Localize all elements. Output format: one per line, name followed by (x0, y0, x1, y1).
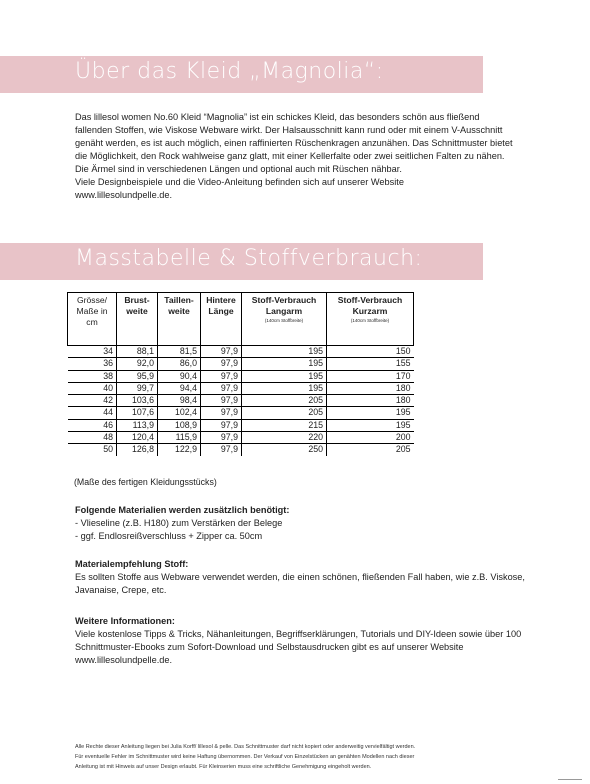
cell-size: 46 (68, 419, 117, 431)
info-text: Viele kostenlose Tipps & Tricks, Nähanleitungen, Begriffserklärungen, Tutorials und DIY-Ideen sowie über 100 Schnittmuster-Ebooks zum Sofort-Download und Selbstausdrucken gibt es auf unserer Website www.lillesolundpelle.de. (75, 629, 522, 665)
table-row (68, 419, 414, 431)
info-heading: Weitere Informationen: (75, 616, 175, 626)
cell-back-length: 97,9 (201, 432, 242, 444)
materials-item: - Vlieseline (z.B. H180) zum Verstärken der Belege (75, 518, 283, 528)
cell-back-length: 97,9 (201, 419, 242, 431)
cell-fabric-short: 170 (327, 370, 414, 382)
cell-back-length: 97,9 (201, 444, 242, 456)
cell-size: 34 (68, 346, 117, 358)
table-row (68, 346, 414, 358)
cell-size: 36 (68, 358, 117, 370)
cell-waist: 122,9 (158, 444, 201, 456)
table-header-row (68, 293, 414, 346)
header-back-length: Hintere Länge (201, 293, 242, 346)
cell-waist: 102,4 (158, 407, 201, 419)
cell-fabric-long: 205 (242, 407, 327, 419)
cell-fabric-long: 250 (242, 444, 327, 456)
header-bust: Brust-weite (117, 293, 158, 346)
cell-waist: 81,5 (158, 346, 201, 358)
size-table (67, 292, 414, 456)
header-size: Grösse/ Maße in cm (68, 293, 117, 346)
cell-back-length: 97,9 (201, 370, 242, 382)
cell-waist: 108,9 (158, 419, 201, 431)
table-row (68, 407, 414, 419)
cell-fabric-short: 195 (327, 407, 414, 419)
cell-bust: 113,9 (117, 419, 158, 431)
cell-fabric-long: 195 (242, 370, 327, 382)
intro-text (75, 111, 515, 202)
page-corner-mark (558, 779, 582, 783)
table-row (68, 444, 414, 456)
header-fabric-long-label: Stoff-Verbrauch Langarm (251, 295, 317, 316)
cell-fabric-short: 205 (327, 444, 414, 456)
cell-back-length: 97,9 (201, 382, 242, 394)
cell-fabric-short: 195 (327, 419, 414, 431)
cell-size: 38 (68, 370, 117, 382)
section-title-sizes: Masstabelle & Stoffverbrauch: (75, 246, 423, 271)
materials-item: - ggf. Endlosreißverschluss + Zipper ca. 50cm (75, 531, 263, 541)
cell-fabric-long: 195 (242, 346, 327, 358)
footer-line: Anleitung ist mit Hinweis auf unser Design erlaubt. Für Kleinserien muss eine schriftliche Genehmigung eingeholt werden. (75, 764, 372, 770)
header-fabric-short-note: (140cm Stoffbreite) (350, 318, 390, 323)
header-fabric-short-label: Stoff-Verbrauch Kurzarm (337, 295, 403, 316)
copyright-footer (75, 742, 555, 772)
cell-bust: 126,8 (117, 444, 158, 456)
cell-size: 44 (68, 407, 117, 419)
cell-bust: 92,0 (117, 358, 158, 370)
header-waist: Taillen-weite (158, 293, 201, 346)
section-banner-sizes (0, 243, 483, 280)
header-fabric-long-note: (140cm Stoffbreite) (264, 318, 304, 323)
info-section (75, 615, 545, 667)
header-fabric-short (327, 293, 414, 346)
table-row (68, 432, 414, 444)
materials-section (75, 504, 545, 543)
cell-back-length: 97,9 (201, 358, 242, 370)
table-row (68, 358, 414, 370)
intro-paragraph: Viele Designbeispiele und die Video-Anleitung befinden sich auf unserer Website (75, 177, 404, 187)
cell-bust: 88,1 (117, 346, 158, 358)
cell-fabric-long: 220 (242, 432, 327, 444)
cell-back-length: 97,9 (201, 407, 242, 419)
footer-line: Alle Rechte dieser Anleitung liegen bei Julia Korff/ lillesol & pelle. Das Schnittmuster darf nicht kopiert oder anderweitig vervielfältigt werden. (75, 744, 416, 750)
section-title-dress: Über das Kleid „Magnolia“: (75, 59, 384, 84)
cell-fabric-long: 195 (242, 358, 327, 370)
cell-back-length: 97,9 (201, 395, 242, 407)
cell-fabric-short: 155 (327, 358, 414, 370)
cell-size: 50 (68, 444, 117, 456)
cell-back-length: 97,9 (201, 346, 242, 358)
cell-bust: 120,4 (117, 432, 158, 444)
materials-heading: Folgende Materialien werden zusätzlich benötigt: (75, 505, 290, 515)
table-row (68, 395, 414, 407)
cell-bust: 107,6 (117, 407, 158, 419)
cell-fabric-short: 180 (327, 382, 414, 394)
footer-line: Für eventuelle Fehler im Schnittmuster wird keine Haftung übernommen. Der Verkauf von Einzelstücken an genähten Modellen nach dieser (75, 754, 415, 760)
cell-size: 40 (68, 382, 117, 394)
intro-website: www.lillesolundpelle.de. (75, 190, 173, 200)
cell-bust: 103,6 (117, 395, 158, 407)
cell-waist: 90,4 (158, 370, 201, 382)
cell-size: 42 (68, 395, 117, 407)
cell-size: 48 (68, 432, 117, 444)
cell-fabric-long: 195 (242, 382, 327, 394)
section-banner-dress (0, 56, 483, 93)
fabric-heading: Materialempfehlung Stoff: (75, 559, 189, 569)
intro-paragraph: Das lillesol women No.60 Kleid “Magnolia” ist ein schickes Kleid, das besonders schön aus fließend fallenden Stoffen, wie Viskose Webware wirkt. Der Halsausschnitt kann rund oder mit einem V-Ausschnitt genäht werden, es ist auch möglich, einen raffinierten Rüschenkragen anzunähen. Das Schnittmuster bietet die Möglichkeit, den Rock wahlweise ganz glatt, mit einer Kellerfalte oder zwei seitlichen Falten zu nähen. Die Ärmel sind in verschiedenen Längen und optional auch mit Rüschen nähbar. (75, 112, 513, 174)
cell-waist: 98,4 (158, 395, 201, 407)
cell-waist: 86,0 (158, 358, 201, 370)
table-row (68, 370, 414, 382)
cell-fabric-short: 150 (327, 346, 414, 358)
header-fabric-long (242, 293, 327, 346)
fabric-text: Es sollten Stoffe aus Webware verwendet werden, die einen schönen, fließenden Fall haben, wie z.B. Viskose, Javanaise, Crepe, etc. (75, 572, 525, 595)
cell-bust: 99,7 (117, 382, 158, 394)
cell-waist: 94,4 (158, 382, 201, 394)
cell-fabric-long: 215 (242, 419, 327, 431)
fabric-section (75, 558, 545, 597)
table-note: (Maße des fertigen Kleidungsstücks) (74, 477, 217, 487)
cell-fabric-long: 205 (242, 395, 327, 407)
cell-fabric-short: 180 (327, 395, 414, 407)
table-row (68, 382, 414, 394)
cell-bust: 95,9 (117, 370, 158, 382)
cell-fabric-short: 200 (327, 432, 414, 444)
cell-waist: 115,9 (158, 432, 201, 444)
